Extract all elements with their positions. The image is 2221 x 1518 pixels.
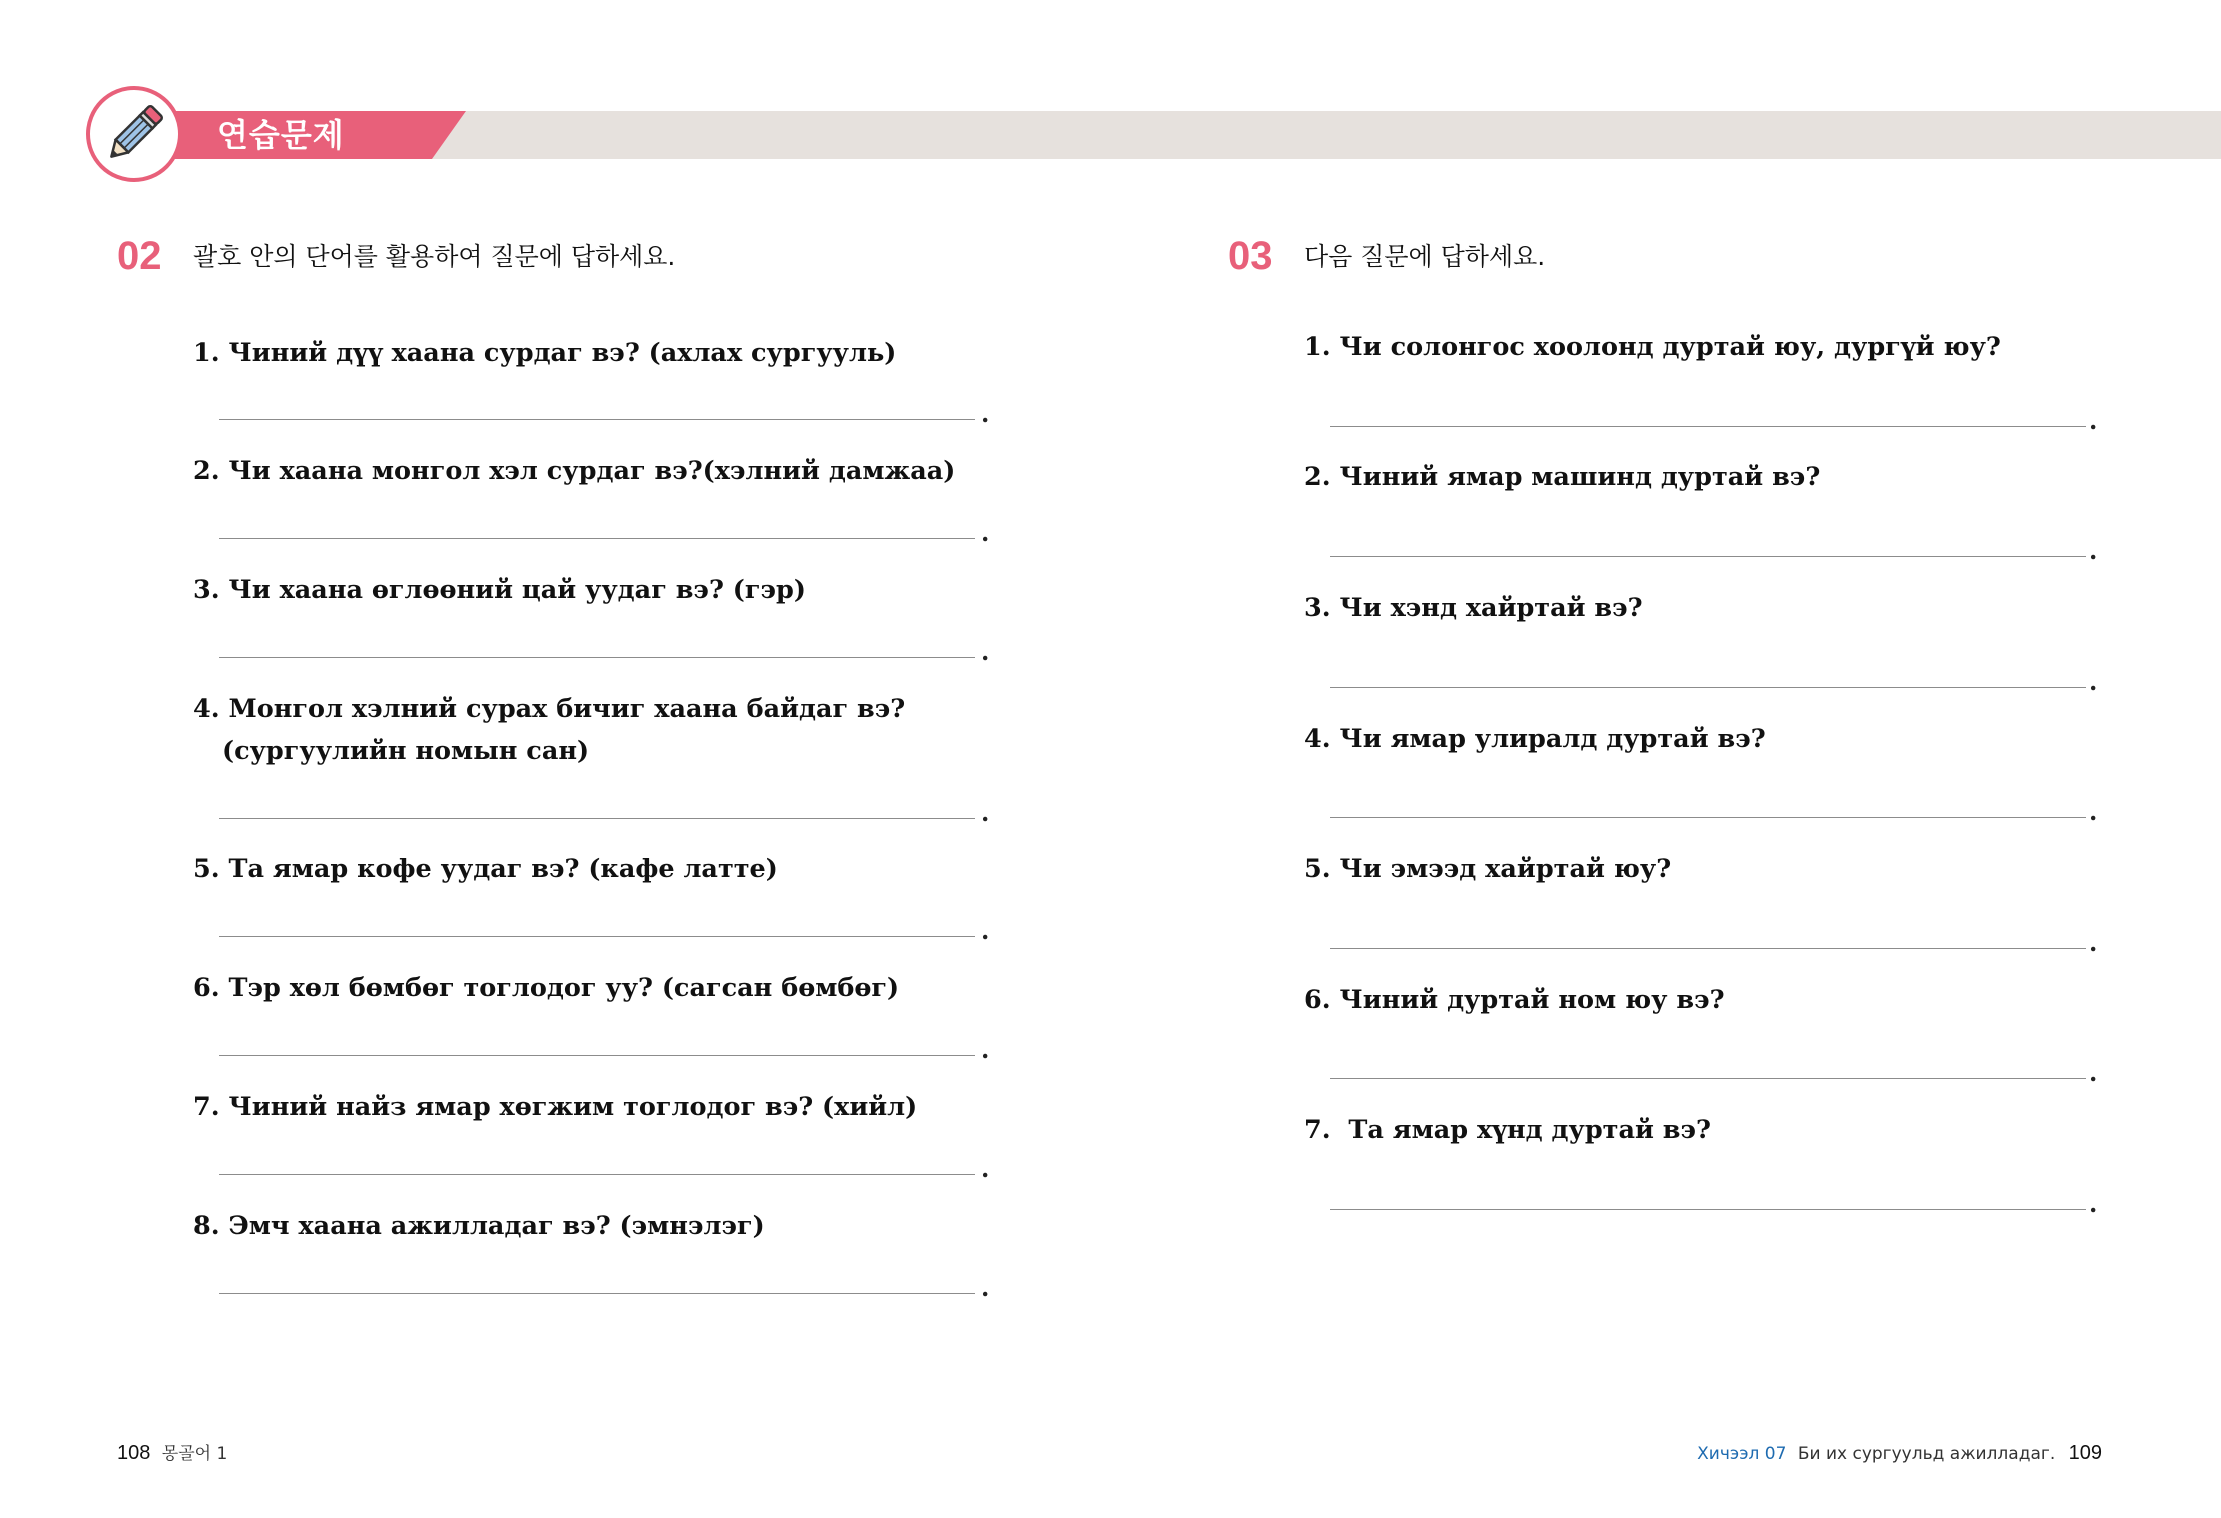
answer-line-02-3[interactable]: [219, 657, 975, 658]
answer-end-mark: .: [2089, 536, 2098, 565]
book-title: 몽골어 1: [161, 1444, 228, 1464]
answer-end-mark: .: [981, 1035, 990, 1064]
header-band: [430, 111, 2221, 159]
question-02-4-hint: (сургуулийн номын сан): [222, 736, 590, 766]
answer-end-mark: .: [2089, 797, 2098, 826]
answer-end-mark: .: [981, 518, 990, 547]
answer-line-03-4[interactable]: [1330, 817, 2086, 818]
question-02-1: 1. Чиний дүү хаана сурдаг вэ? (ахлах сургууль): [193, 338, 897, 368]
page-number-left: 108: [117, 1442, 151, 1464]
question-02-3: 3. Чи хаана өглөөний цай уудаг вэ? (гэр): [193, 575, 806, 605]
answer-line-03-5[interactable]: [1330, 948, 2086, 949]
answer-end-mark: .: [981, 916, 990, 945]
answer-end-mark: .: [2089, 406, 2098, 435]
section-03-instruction: 다음 질문에 답하세요.: [1304, 242, 1546, 271]
answer-line-02-5[interactable]: [219, 936, 975, 937]
footer-right: [1697, 1441, 2102, 1466]
question-03-6: 6. Чиний дуртай ном юу вэ?: [1304, 985, 1725, 1015]
question-03-2: 2. Чиний ямар машинд дуртай вэ?: [1304, 462, 1821, 492]
answer-line-02-4[interactable]: [219, 818, 975, 819]
answer-end-mark: .: [2089, 667, 2098, 696]
answer-line-03-3[interactable]: [1330, 687, 2086, 688]
pencil-icon: [100, 100, 168, 168]
footer-left: [117, 1441, 227, 1466]
question-02-7: 7. Чиний найз ямар хөгжим тоглодог вэ? (хийл): [193, 1092, 918, 1122]
answer-end-mark: .: [2089, 928, 2098, 957]
answer-line-02-1[interactable]: [219, 419, 975, 420]
question-02-2: 2. Чи хаана монгол хэл сурдаг вэ?(хэлний дамжаа): [193, 456, 956, 486]
question-03-4: 4. Чи ямар улиралд дуртай вэ?: [1304, 724, 1766, 754]
answer-end-mark: .: [981, 399, 990, 428]
pencil-badge: [86, 86, 182, 182]
answer-line-03-2[interactable]: [1330, 556, 2086, 557]
question-02-8: 8. Эмч хаана ажилладаг вэ? (эмнэлэг): [193, 1211, 765, 1241]
answer-line-03-7[interactable]: [1330, 1209, 2086, 1210]
question-03-1: 1. Чи солонгос хоолонд дуртай юу, дургүй юу?: [1304, 332, 2001, 362]
page-number-right: 109: [2068, 1442, 2102, 1464]
section-02-number: 02: [117, 234, 162, 278]
question-02-4: [193, 688, 905, 772]
lesson-title: Би их сургуульд ажилладаг.: [1797, 1444, 2056, 1464]
question-03-7: 7. Та ямар хүнд дуртай вэ?: [1304, 1115, 1711, 1145]
answer-end-mark: .: [981, 1154, 990, 1183]
answer-line-02-7[interactable]: [219, 1174, 975, 1175]
question-02-5: 5. Та ямар кофе уудаг вэ? (кафе латте): [193, 854, 778, 884]
question-03-3: 3. Чи хэнд хайртай вэ?: [1304, 593, 1643, 623]
answer-end-mark: .: [981, 1273, 990, 1302]
page-title: 연습문제: [217, 116, 345, 154]
answer-line-02-2[interactable]: [219, 538, 975, 539]
question-03-5: 5. Чи эмээд хайртай юу?: [1304, 854, 1672, 884]
answer-end-mark: .: [981, 637, 990, 666]
answer-end-mark: .: [2089, 1058, 2098, 1087]
section-02-instruction: 괄호 안의 단어를 활용하여 질문에 답하세요.: [193, 242, 676, 271]
question-02-6: 6. Тэр хөл бөмбөг тоглодог уу? (сагсан бөмбөг): [193, 973, 900, 1003]
answer-line-03-6[interactable]: [1330, 1078, 2086, 1079]
answer-end-mark: .: [2089, 1189, 2098, 1218]
answer-line-02-8[interactable]: [219, 1293, 975, 1294]
answer-line-02-6[interactable]: [219, 1055, 975, 1056]
question-02-4-text: 4. Монгол хэлний сурах бичиг хаана байдаг вэ?: [193, 694, 906, 724]
section-03-number: 03: [1228, 234, 1273, 278]
lesson-label: Хичээл 07: [1697, 1444, 1787, 1464]
answer-end-mark: .: [981, 798, 990, 827]
answer-line-03-1[interactable]: [1330, 426, 2086, 427]
